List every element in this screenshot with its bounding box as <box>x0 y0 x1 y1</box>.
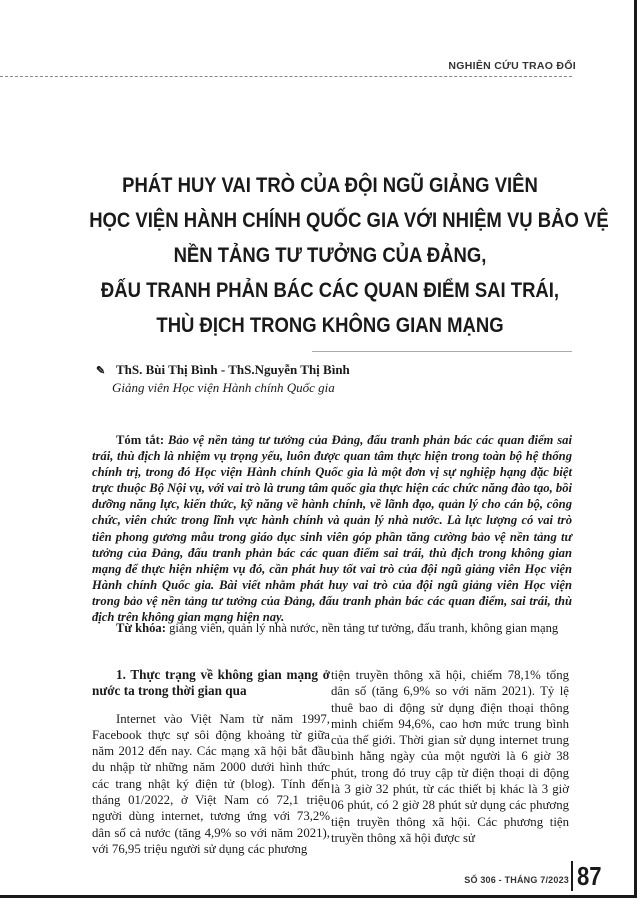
page-number: 87 <box>577 861 602 891</box>
author-line <box>96 362 350 378</box>
abstract <box>92 432 572 625</box>
pen-icon: ✎ <box>96 365 106 377</box>
body-column-right <box>331 667 569 846</box>
title-line: HỌC VIỆN HÀNH CHÍNH QUỐC GIA VỚI NHIỆM VỤ BẢO VỆ <box>89 208 609 232</box>
body-paragraph: Internet vào Việt Nam từ năm 1997, Facebook thực sự sôi động khoảng từ giữa năm 2012 đến nay. Các mạng xã hội bắt đầu du nhập từ những năm 2000 dưới hình thức các trang nhật ký điện tử (blog). Tính đến tháng 01/2022, ở Việt Nam có 72,1 triệu người dùng internet, tương ứng với 73,2% dân số cả nước (tăng 4,9% so với năm 2021), với 76,95 triệu người sử dụng các phương <box>92 711 330 856</box>
footer-divider <box>571 861 573 891</box>
keywords-label: Từ khóa: <box>116 621 166 635</box>
keywords-text: giảng viên, quản lý nhà nước, nền tảng tư tưởng, đấu tranh, không gian mạng <box>169 621 559 635</box>
abstract-text: Bảo vệ nền tảng tư tưởng của Đảng, đấu tranh phản bác các quan điểm sai trái, thù địch là nhiệm vụ trọng yếu, luôn được quan tâm thực hiện trong toàn bộ hệ thống chính trị, trong đó Học viện Hành chính Quốc gia là một đơn vị sự nghiệp hạng đặc biệt trực thuộc Bộ Nội vụ, với vai trò là trung tâm quốc gia thực hiện các chức năng đào tạo, bồi dưỡng năng lực, kiến thức, kỹ năng về hành chính, về lãnh đạo, quản lý cho cán bộ, công chức, viên chức trong lĩnh vực hành chính và quản lý nhà nước. Là lực lượng có vai trò tiên phong gương mẫu trong giáo dục sinh viên góp phần tăng cường bảo vệ nền tảng tư tưởng của Đảng, đấu tranh phản bác các quan điểm sai trái, thù địch trong không gian mạng để thực hiện nhiệm vụ đó, cần phát huy tốt vai trò của đội ngũ giảng viên Học viện Hành chính Quốc gia. Bài viết nhằm phát huy vai trò của đội ngũ giảng viên Học viện trong bảo vệ nền tảng tư tưởng của Đảng, đấu tranh phản bác các quan điểm, sai trái, thù địch trên không gian mạng hiện nay. <box>92 433 572 625</box>
section-label: NGHIÊN CỨU TRAO ĐỔI <box>448 60 576 72</box>
abstract-label: Tóm tắt: <box>116 433 165 447</box>
author-divider <box>312 351 572 352</box>
header-divider <box>0 76 572 77</box>
title-line: PHÁT HUY VAI TRÒ CỦA ĐỘI NGŨ GIẢNG VIÊN <box>122 173 538 197</box>
author-names: ThS. Bùi Thị Bình - ThS.Nguyễn Thị Bình <box>116 362 350 377</box>
section-heading: 1. Thực trạng về không gian mạng ở nước ta trong thời gian qua <box>92 667 330 699</box>
keywords <box>92 620 582 636</box>
article-title <box>89 168 609 343</box>
title-line: THÙ ĐỊCH TRONG KHÔNG GIAN MẠNG <box>156 313 504 337</box>
body-column-left <box>92 667 330 857</box>
title-line: ĐẤU TRANH PHẢN BÁC CÁC QUAN ĐIỂM SAI TRÁI, <box>100 278 560 302</box>
page-footer <box>0 861 640 893</box>
title-line: NỀN TẢNG TƯ TƯỞNG CỦA ĐẢNG, <box>173 243 487 267</box>
author-affiliation: Giảng viên Học viện Hành chính Quốc gia <box>112 380 335 395</box>
body-paragraph: tiện truyền thông xã hội, chiếm 78,1% tổng dân số (tăng 6,9% so với năm 2021). Tỷ lệ thuê bao di động sử dụng điện thoại thông minh chiếm 94,6%, cao hơn mức trung bình của thế giới. Thời gian sử dụng internet trung bình hằng ngày của một người là 6 giờ 38 phút, trong đó truy cập từ điện thoại di động là 3 giờ 32 phút, từ các thiết bị khác là 3 giờ 06 phút, có 2 giờ 28 phút sử dụng các phương tiện truyền thông xã hội. Các phương tiện truyền thông xã hội được sử <box>331 668 569 845</box>
issue-label: SỐ 306 - THÁNG 7/2023 <box>464 875 569 885</box>
